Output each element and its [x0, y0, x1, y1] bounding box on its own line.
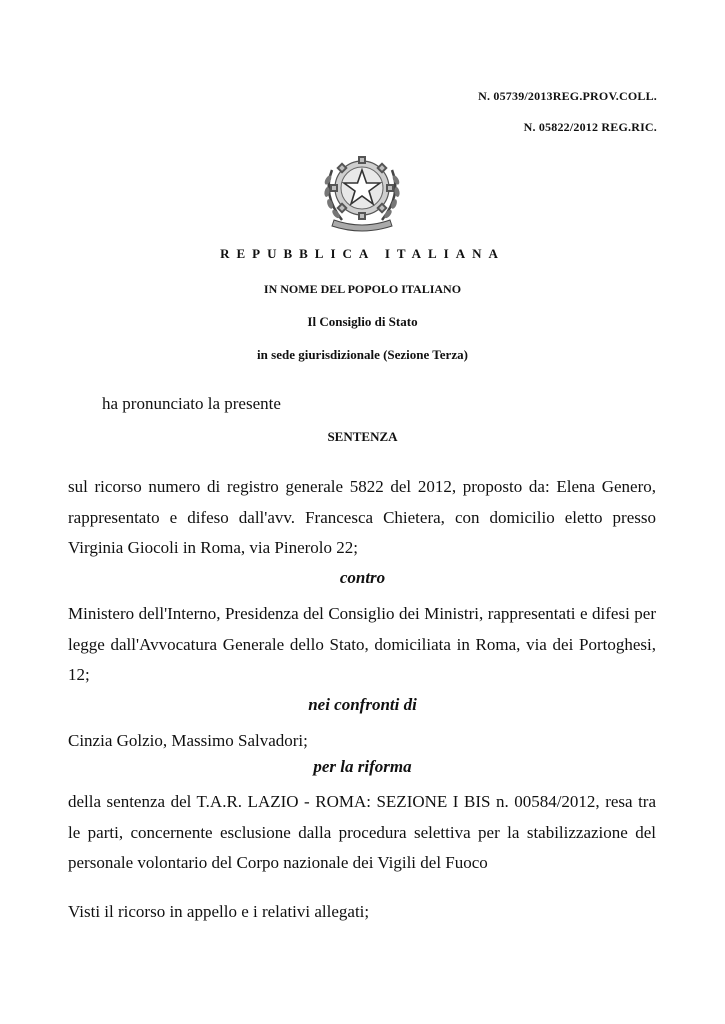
reference-number-prov-coll: N. 05739/2013REG.PROV.COLL. [478, 89, 657, 103]
ricorso-paragraph: sul ricorso numero di registro generale 5822 del 2012, proposto da: Elena Genero, rappresentato e difeso dall'avv. Francesca Chietera, con domicilio eletto presso Virginia Giocoli in Roma, via Pinerolo 22; [68, 477, 656, 557]
italian-republic-emblem-icon [312, 150, 412, 232]
sentenza-heading: SENTENZA [327, 429, 398, 444]
people-heading: IN NOME DEL POPOLO ITALIANO [263, 282, 462, 296]
section-heading: in sede giurisdizionale (Sezione Terza) [257, 347, 468, 362]
contro-paragraph: Ministero dell'Interno, Presidenza del Consiglio dei Ministri, rappresentati e difesi per legge dall'Avvocatura Generale dello Stato, domiciliata in Roma, via dei Portoghesi, 12; [68, 604, 656, 684]
confronti-heading: nei confronti di [308, 695, 417, 714]
visti-paragraph: Visti il ricorso in appello e i relativi allegati; [68, 902, 370, 921]
riforma-heading: per la riforma [313, 757, 412, 776]
confronti-paragraph: Cinzia Golzio, Massimo Salvadori; [68, 731, 308, 750]
contro-heading: contro [339, 568, 386, 587]
republic-heading: REPUBBLICA ITALIANA [220, 246, 505, 261]
intro-text: ha pronunciato la presente [102, 394, 281, 413]
reference-number-reg-ric: N. 05822/2012 REG.RIC. [523, 120, 657, 134]
riforma-paragraph: della sentenza del T.A.R. LAZIO - ROMA: SEZIONE I BIS n. 00584/2012, resa tra le parti, concernente esclusione dalla procedura selettiva per la stabilizzazione del personale volontario del Corpo nazionale dei Vigili del Fuoco [68, 792, 656, 872]
council-heading: Il Consiglio di Stato [307, 314, 418, 329]
